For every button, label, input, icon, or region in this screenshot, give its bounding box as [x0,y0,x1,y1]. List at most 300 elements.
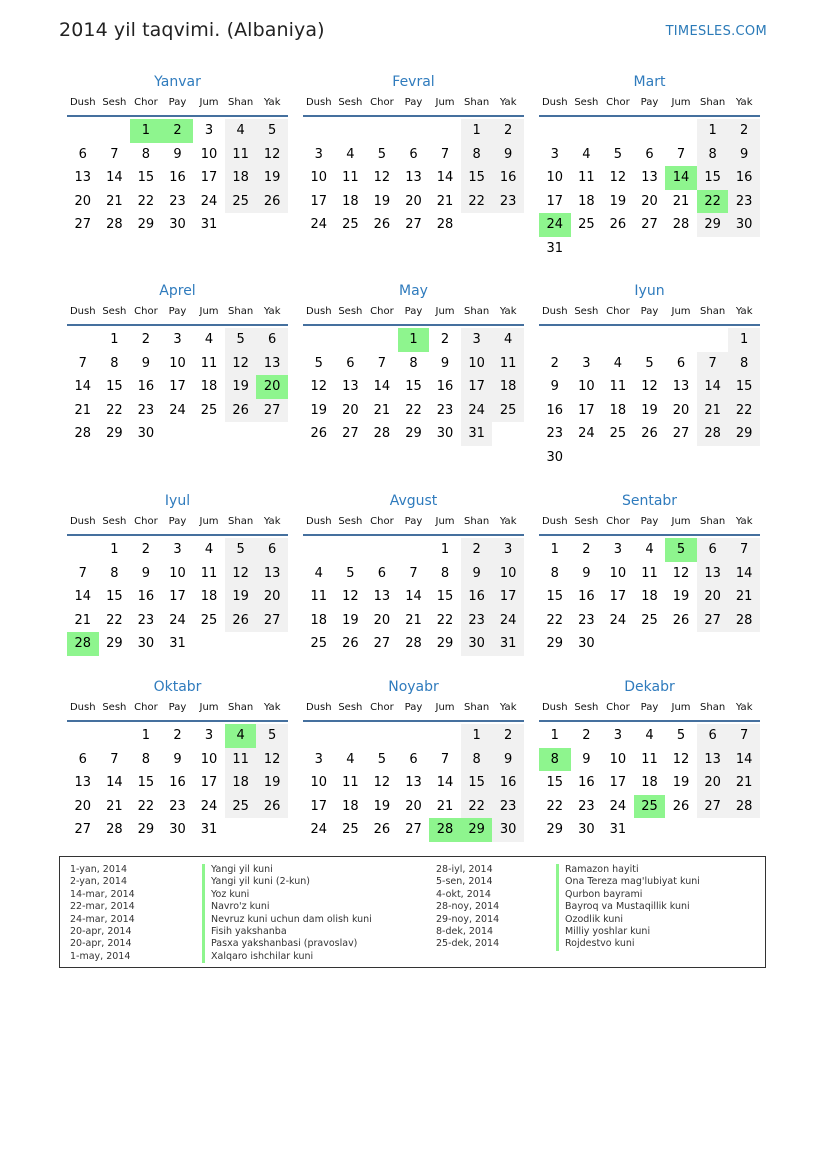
day-cell: 16 [578,589,595,604]
day-cell: 20 [74,193,92,209]
day-cell: 3 [550,146,559,162]
day-cell: 26 [310,426,328,441]
day-cell: 24 [200,193,218,209]
weekday-header [303,305,524,326]
day-cell: 31 [200,822,218,837]
day-grid [539,724,760,842]
day-cell: 22 [137,798,155,814]
day-cell: 12 [641,379,658,394]
month-name: Aprel [159,283,196,299]
empty-cell [571,119,603,143]
day-cell: 28 [728,795,760,819]
day-cell: 17 [492,585,524,609]
day-cell: 28 [106,822,123,837]
weekday-label: Jum [671,306,691,317]
day-cell: 29 [697,213,729,237]
weekday-label: Chor [606,702,630,713]
day-cell: 29 [106,426,123,441]
day-grid [67,538,288,656]
day-cell: 5 [225,328,257,352]
day-cell: 15 [546,589,564,604]
day-cell: 8 [110,355,119,371]
day-cell: 27 [697,795,729,819]
legend-holiday-name: Xalqaro ishchilar kuni [202,951,372,963]
weekday-label: Pay [640,702,659,713]
day-cell: 8 [550,565,559,581]
legend-date: 14-mar, 2014 [70,888,135,900]
day-cell: 2 [492,724,524,748]
weekday-label: Sesh [338,702,363,713]
day-cell: 11 [578,170,595,185]
day-cell: 18 [200,589,218,604]
day-cell: 31 [200,217,218,232]
weekday-label: Jum [435,97,455,108]
month-aprel [67,281,288,446]
day-cell: 7 [697,352,729,376]
weekday-label: Chor [134,97,158,108]
day-cell: 26 [225,399,257,423]
empty-cell [67,119,99,143]
day-cell: 7 [78,565,87,581]
day-cell: 30 [169,822,186,837]
day-cell: 3 [492,538,524,562]
weekday-label: Sesh [338,306,363,317]
day-cell: 1 [461,119,493,143]
day-cell: 2 [461,538,493,562]
day-cell: 19 [609,193,627,209]
day-cell: 25 [641,612,658,628]
day-cell: 23 [461,609,493,633]
day-cell: 21 [436,798,454,814]
legend-holiday-name: Ona Tereza mag'lubiyat kuni [556,876,700,888]
day-cell: 7 [676,146,686,162]
day-cell: 7 [409,565,418,581]
weekday-label: Shan [228,516,254,527]
day-cell: 12 [310,379,328,394]
day-cell: 22 [461,795,493,819]
empty-cell [335,724,367,748]
weekday-label: Yak [735,306,753,317]
day-cell: 2 [141,332,151,347]
day-cell: 20 [373,612,391,628]
day-cell: 27 [256,609,288,633]
empty-cell [571,328,603,352]
empty-cell [67,538,99,562]
day-cell: 20 [405,193,422,209]
day-cell: 13 [697,748,729,772]
day-cell: 30 [436,426,454,441]
day-cell: 24 [609,798,627,814]
day-grid [303,724,524,842]
brand-link[interactable]: TIMESLES.COM [665,24,767,39]
day-cell: 6 [78,751,87,767]
day-cell: 25 [225,795,257,819]
legend-holiday-name: Yangi yil kuni [202,864,372,876]
day-cell: 27 [641,217,658,232]
legend-date: 28-noy, 2014 [436,901,500,913]
day-cell: 3 [314,146,323,162]
empty-cell [539,119,571,143]
day-cell: 20 [74,798,92,814]
day-cell: 9 [173,146,182,162]
holiday-day: 2 [162,119,194,143]
day-cell: 24 [492,609,524,633]
day-cell: 6 [256,328,288,352]
day-cell: 18 [310,612,328,628]
month-name: Mart [633,74,666,90]
day-cell: 3 [204,728,214,743]
day-cell: 11 [200,355,218,371]
day-cell: 15 [546,775,564,790]
weekday-header [67,701,288,722]
day-cell: 27 [405,217,422,232]
weekday-label: Dush [305,97,332,108]
day-cell: 24 [461,399,493,423]
day-cell: 15 [461,166,493,190]
day-cell: 21 [728,585,760,609]
day-grid [303,328,524,446]
day-cell: 13 [373,589,391,604]
day-cell: 24 [200,798,218,814]
empty-cell [335,328,367,352]
weekday-header [303,701,524,722]
weekday-label: Dush [541,306,568,317]
day-cell: 11 [492,352,524,376]
day-cell: 8 [409,355,418,371]
day-cell: 17 [310,193,328,209]
day-cell: 10 [200,146,218,162]
legend-holiday-name: Nevruz kuni uchun dam olish kuni [202,914,372,926]
day-cell: 10 [169,565,186,581]
empty-cell [398,724,430,748]
day-cell: 25 [342,822,359,837]
day-cell: 1 [550,728,559,743]
day-cell: 10 [492,562,524,586]
day-cell: 13 [405,170,422,185]
month-noyabr [303,677,524,842]
day-cell: 5 [377,146,387,162]
month-name: Sentabr [621,493,678,509]
day-cell: 7 [377,355,387,371]
day-cell: 14 [436,170,454,185]
day-cell: 4 [225,119,257,143]
empty-cell [665,328,697,352]
weekday-header [67,515,288,536]
day-cell: 8 [697,143,729,167]
weekday-label: Yak [499,97,517,108]
weekday-label: Jum [199,516,219,527]
day-cell: 19 [373,193,391,209]
day-cell: 4 [645,728,654,743]
holiday-day: 29 [461,818,493,842]
weekday-label: Pay [168,702,187,713]
day-cell: 21 [405,612,422,628]
weekday-label: Yak [735,97,753,108]
day-cell: 18 [342,193,359,209]
day-cell: 12 [373,170,391,185]
day-cell: 4 [492,328,524,352]
weekday-label: Shan [700,702,726,713]
day-cell: 5 [256,119,288,143]
legend-date: 5-sen, 2014 [436,876,493,888]
day-cell: 28 [405,636,422,651]
day-cell: 8 [461,143,493,167]
day-cell: 26 [641,426,658,441]
day-grid [303,119,524,237]
day-grid [67,328,288,446]
day-cell: 7 [110,751,119,767]
day-cell: 10 [310,775,328,790]
day-cell: 24 [310,217,328,232]
day-cell: 16 [137,379,155,394]
day-cell: 11 [310,589,328,604]
day-cell: 1 [728,328,760,352]
day-cell: 30 [578,822,595,837]
day-cell: 23 [728,190,760,214]
weekday-label: Yak [499,702,517,713]
day-cell: 27 [697,609,729,633]
day-cell: 30 [461,632,493,656]
day-cell: 7 [440,146,450,162]
day-cell: 15 [106,589,123,604]
day-cell: 30 [578,636,595,651]
day-cell: 9 [728,143,760,167]
holiday-day: 25 [634,795,666,819]
day-cell: 13 [74,775,92,790]
weekday-label: Jum [199,97,219,108]
day-cell: 14 [697,375,729,399]
weekday-label: Dush [541,97,568,108]
day-cell: 9 [492,143,524,167]
weekday-label: Jum [435,516,455,527]
day-cell: 20 [256,585,288,609]
day-cell: 4 [346,146,355,162]
weekday-header [539,96,760,117]
empty-cell [303,538,335,562]
weekday-header [539,515,760,536]
day-cell: 31 [461,422,493,446]
day-cell: 7 [728,724,760,748]
month-oktabr [67,677,288,842]
weekday-label: Chor [370,702,394,713]
page-title: 2014 yil taqvimi. (Albaniya) [59,19,325,41]
empty-cell [366,724,398,748]
day-cell: 26 [342,636,359,651]
day-cell: 20 [405,798,422,814]
day-cell: 10 [609,565,627,581]
day-cell: 3 [173,542,182,557]
day-cell: 26 [256,190,288,214]
legend-date: 4-okt, 2014 [436,888,491,900]
day-cell: 25 [200,402,218,418]
day-cell: 5 [225,538,257,562]
day-cell: 3 [204,123,214,138]
holiday-day: 28 [429,818,461,842]
legend-date: 28-iyl, 2014 [436,864,493,875]
month-mart [539,72,760,260]
weekday-label: Pay [168,97,187,108]
day-cell: 2 [582,542,591,557]
day-cell: 10 [200,751,218,767]
day-cell: 26 [256,795,288,819]
legend-holiday-name: Ozodlik kuni [556,914,700,926]
day-cell: 14 [74,379,92,394]
day-cell: 4 [582,146,591,162]
day-cell: 4 [204,332,214,347]
day-cell: 25 [310,636,328,651]
day-cell: 21 [728,771,760,795]
day-cell: 11 [200,565,218,581]
weekday-label: Dush [305,702,332,713]
month-fevral [303,72,524,237]
day-cell: 21 [373,402,391,418]
day-cell: 9 [492,748,524,772]
day-cell: 18 [225,771,257,795]
day-cell: 2 [440,332,450,347]
day-cell: 5 [645,355,654,371]
day-cell: 7 [110,146,119,162]
day-cell: 19 [342,612,359,628]
weekday-label: Yak [499,306,517,317]
day-cell: 29 [405,426,422,441]
day-cell: 14 [405,589,422,604]
weekday-label: Chor [370,97,394,108]
day-cell: 7 [78,355,87,371]
day-cell: 13 [256,562,288,586]
empty-cell [539,328,571,352]
day-cell: 16 [436,379,454,394]
empty-cell [665,119,697,143]
day-cell: 22 [137,193,155,209]
day-cell: 26 [672,798,690,814]
day-cell: 22 [405,402,422,418]
legend-date: 2-yan, 2014 [70,876,127,888]
weekday-label: Dush [69,702,96,713]
day-cell: 10 [169,355,186,371]
weekday-label: Sesh [338,97,363,108]
legend-names-left [202,864,372,963]
day-cell: 6 [78,146,87,162]
weekday-label: Yak [499,516,517,527]
day-cell: 9 [461,562,493,586]
day-cell: 18 [641,589,658,604]
legend-date: 1-may, 2014 [70,950,131,962]
day-cell: 15 [137,170,155,185]
legend-date: 1-yan, 2014 [70,864,127,875]
day-cell: 1 [110,542,119,557]
day-cell: 14 [74,589,92,604]
day-cell: 22 [546,612,564,628]
month-name: Fevral [392,74,435,90]
day-cell: 1 [550,542,559,557]
day-cell: 10 [609,751,627,767]
day-cell: 3 [461,328,493,352]
weekday-label: Jum [671,516,691,527]
day-cell: 13 [74,170,92,185]
day-cell: 30 [137,636,155,651]
empty-cell [67,724,99,748]
day-cell: 9 [141,565,151,581]
day-cell: 31 [492,632,524,656]
day-grid [539,538,760,656]
day-cell: 19 [256,771,288,795]
day-cell: 29 [436,636,454,651]
legend-date: 25-dek, 2014 [436,938,500,950]
day-cell: 16 [169,170,186,185]
weekday-label: Dush [69,516,96,527]
day-cell: 5 [314,355,323,371]
day-grid [303,538,524,656]
weekday-label: Chor [606,97,630,108]
weekday-label: Jum [435,306,455,317]
day-cell: 24 [609,612,627,628]
day-cell: 8 [110,565,119,581]
day-cell: 28 [728,609,760,633]
day-cell: 16 [728,166,760,190]
weekday-label: Shan [464,516,490,527]
weekday-label: Shan [464,702,490,713]
day-cell: 8 [461,748,493,772]
holiday-day: 20 [256,375,288,399]
month-name: May [399,283,428,299]
day-cell: 19 [225,375,257,399]
day-cell: 13 [342,379,359,394]
day-cell: 18 [342,798,359,814]
empty-cell [366,328,398,352]
empty-cell [303,724,335,748]
weekday-label: Dush [305,516,332,527]
day-cell: 28 [74,426,92,441]
day-cell: 16 [546,402,564,418]
day-cell: 7 [440,751,450,767]
day-cell: 20 [697,771,729,795]
weekday-label: Pay [404,516,423,527]
weekday-label: Shan [228,97,254,108]
day-cell: 14 [728,748,760,772]
weekday-label: Dush [541,516,568,527]
weekday-label: Pay [640,97,659,108]
legend-date: 29-noy, 2014 [436,913,500,925]
day-cell: 24 [169,402,186,418]
weekday-label: Sesh [574,702,599,713]
day-cell: 22 [106,612,123,628]
day-cell: 5 [346,565,355,581]
day-cell: 3 [613,542,623,557]
day-cell: 12 [672,565,690,581]
legend-date: 20-apr, 2014 [70,938,132,950]
weekday-label: Sesh [338,516,363,527]
weekday-label: Sesh [574,97,599,108]
weekday-label: Sesh [574,306,599,317]
day-cell: 6 [409,146,418,162]
day-cell: 18 [492,375,524,399]
legend-date: 8-dek, 2014 [436,925,494,937]
day-cell: 26 [609,217,627,232]
day-cell: 11 [342,170,359,185]
day-cell: 6 [645,146,654,162]
day-cell: 27 [74,217,92,232]
day-cell: 18 [641,775,658,790]
legend-names-right [556,864,700,951]
weekday-label: Sesh [102,702,127,713]
day-cell: 15 [106,379,123,394]
day-cell: 2 [582,728,591,743]
holiday-day: 5 [665,538,697,562]
day-cell: 18 [200,379,218,394]
month-name: Noyabr [388,679,439,695]
empty-cell [429,119,461,143]
weekday-label: Chor [606,306,630,317]
